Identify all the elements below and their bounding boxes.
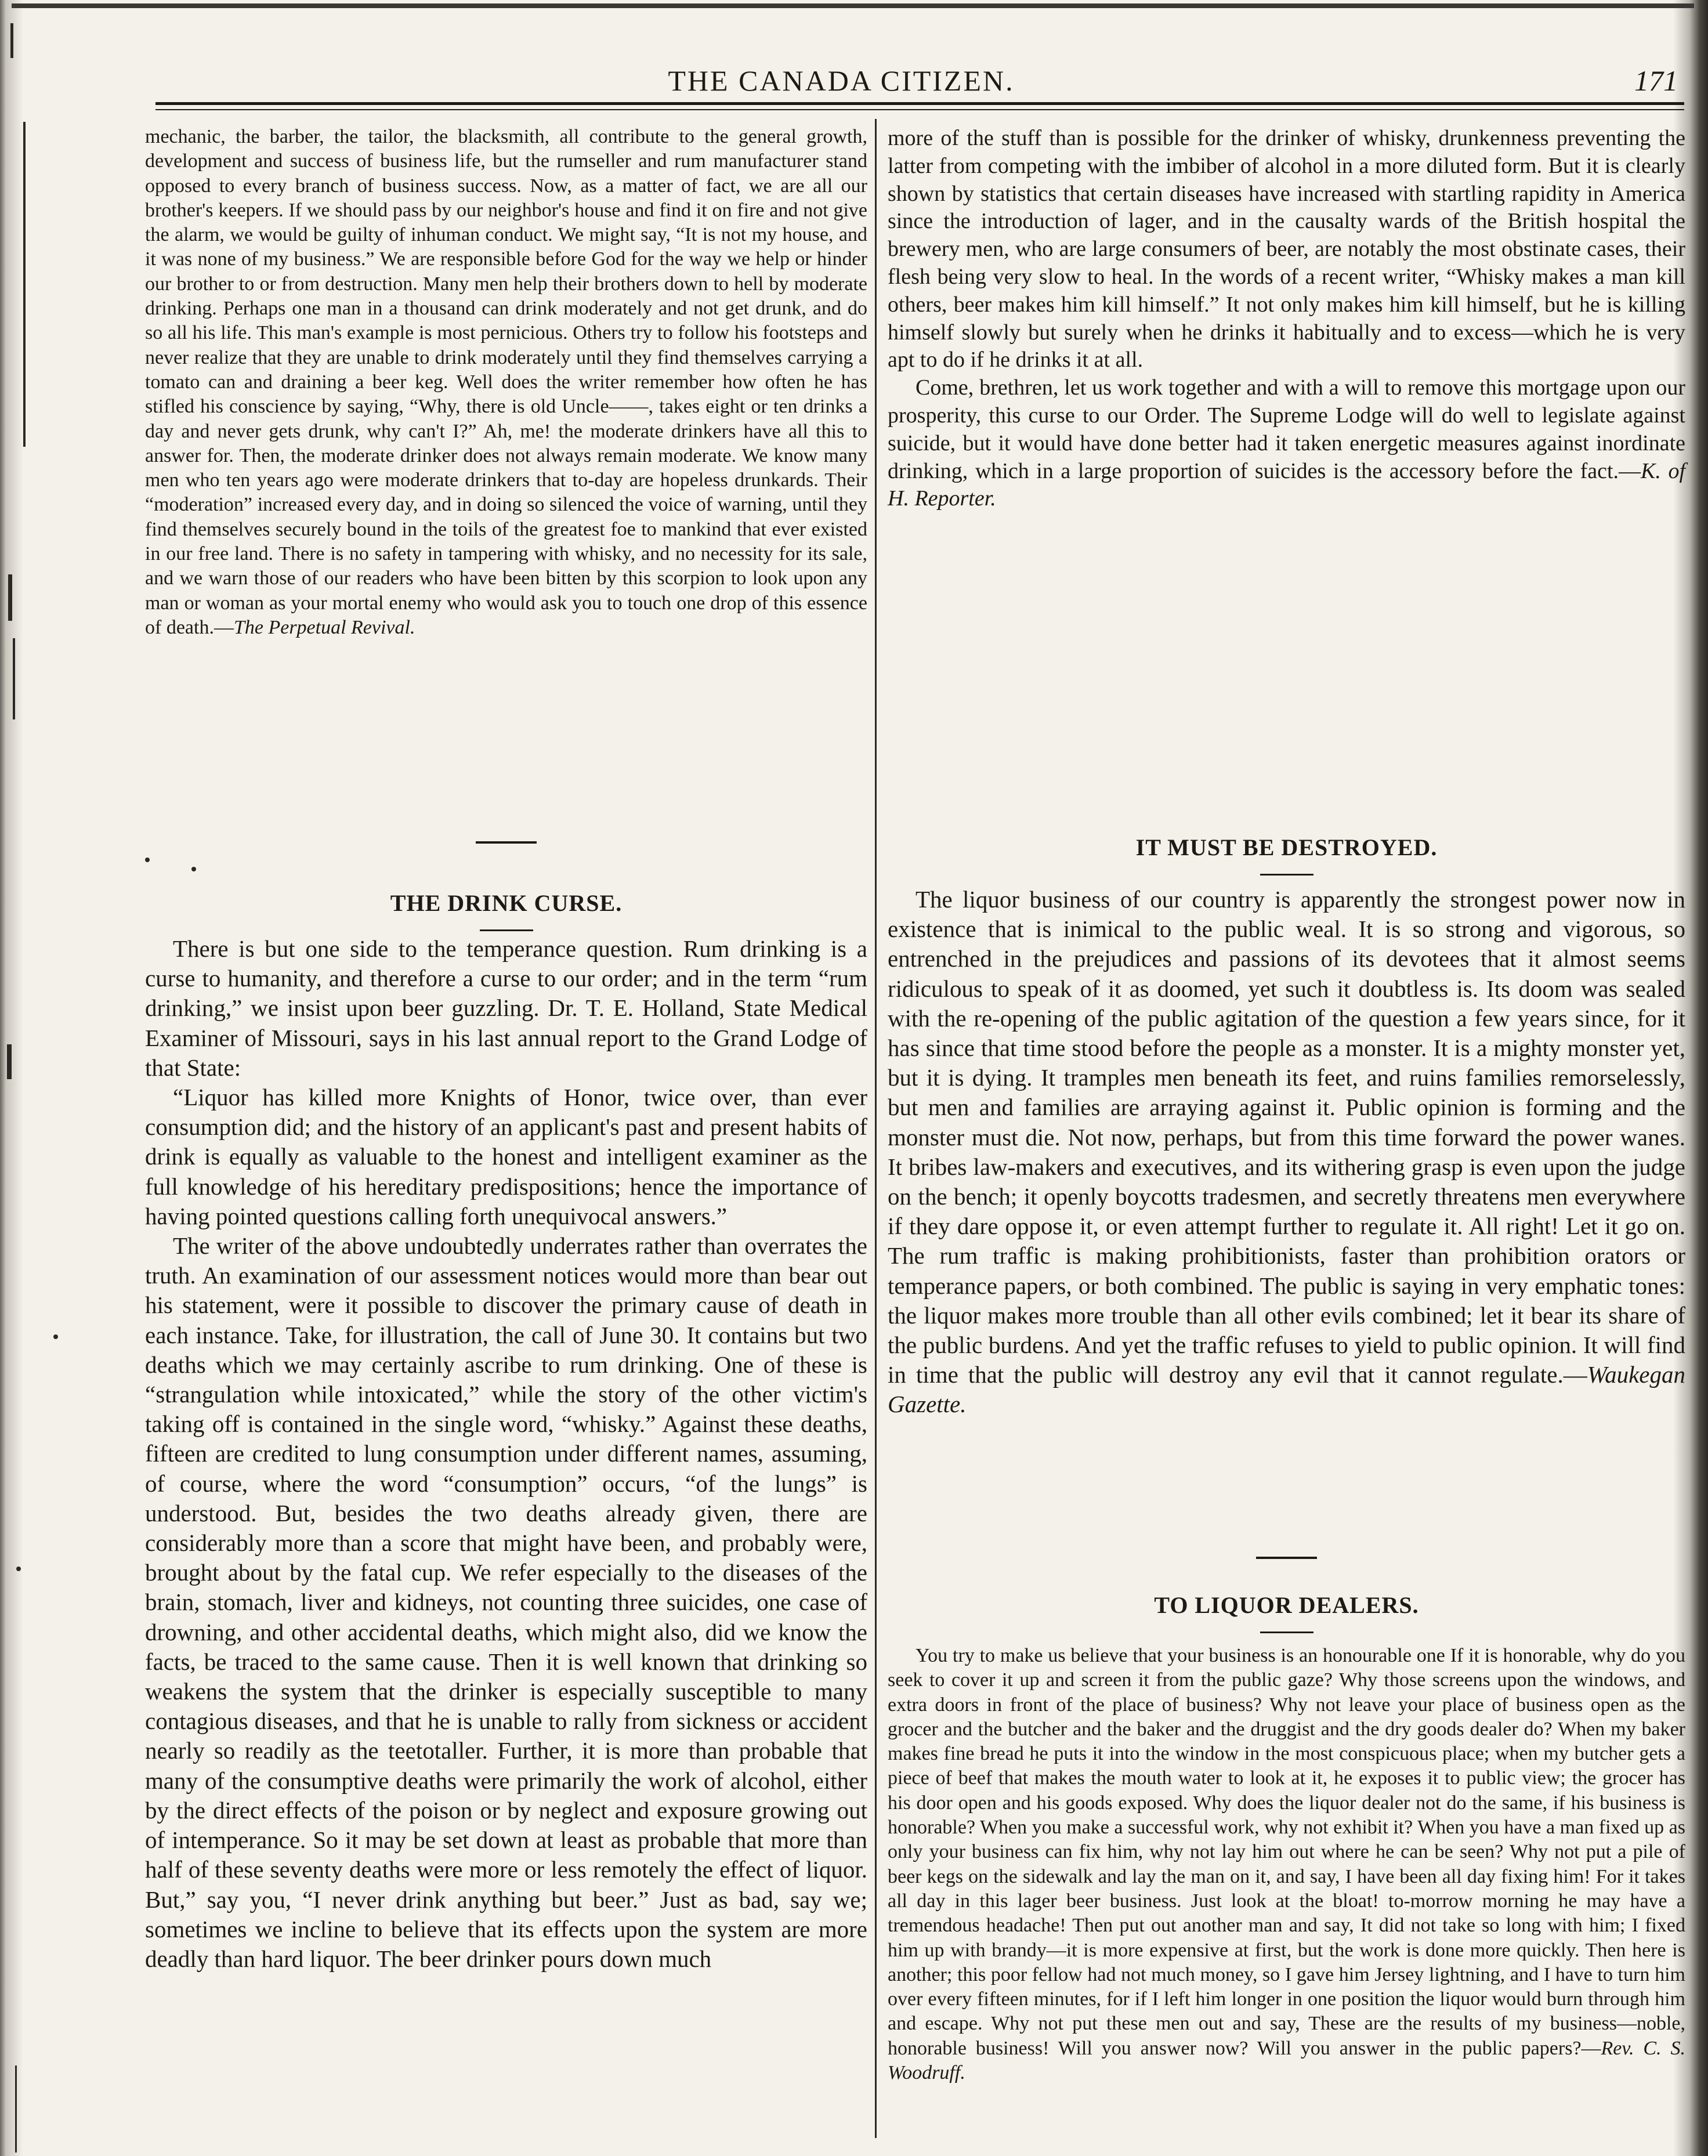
heading-rule — [480, 929, 533, 931]
continuation-text: more of the stuff than is possible for the drinker of whisky, drunkenness preventing the latter from competing with the imbiber of alcohol in a more diluted form. But it is clearly shown by statistics that certain diseases have increased with startling rapidity in America since the introduction of lager, and in the causalty wards of the British hospital the brewery men, who are large consumers of beer, are notably the most obstinate cases, their flesh being very slow to heal. In the words of a recent writer, “Whisky makes a man kill others, beer makes him kill himself.” It not only makes him kill himself, but he is killing himself slowly but surely when he drinks it habitually and to excess—which he is very apt to do if he drinks it at all. — [888, 126, 1685, 372]
closing-source: K. of H. Reporter. — [888, 458, 1685, 511]
article-paragraph — [888, 885, 1685, 1420]
scan-mark — [8, 574, 12, 621]
scan-mark — [10, 23, 13, 58]
masthead — [151, 64, 1694, 104]
article-must-be-destroyed-body — [888, 885, 1685, 1420]
scan-speck — [53, 1334, 58, 1339]
scan-speck — [16, 1567, 21, 1571]
article-heading: THE DRINK CURSE. — [390, 890, 623, 916]
continued-article — [145, 125, 867, 640]
article-paragraph: There is but one side to the temperance question. Rum drinking is a curse to humanity, and therefore a curse to our order; and in the term “rum drinking,” we insist upon beer guzzling. Dr. T. E. Holland, State Medical Examiner of Missouri, says in his last annual report to the Grand Lodge of that State: — [145, 935, 867, 1081]
scan-mark — [15, 2065, 17, 2153]
article-heading: TO LIQUOR DEALERS. — [1154, 1592, 1419, 1618]
column-divider — [875, 119, 877, 2138]
scan-mark — [7, 1044, 12, 1079]
article-paragraph: The writer of the above undoubtedly underrates rather than overrates the truth. An examination of our assessment notices would more than bear out his statement, were it possible to discover the primary cause of death in each instance. Take, for illustration, the call of June 30. It contains but two deaths which we may certainly ascribe to rum drinking. One of these is “strangulation while intoxicated,” while the story of the other victim's taking off is contained in the single word, “whisky.” Against these deaths, fifteen are credited to lung consumption under different names, assuming, of course, where the word “consumption” occurs, “of the lungs” is understood. But, besides the two deaths already given, there are considerably more than a score that might have been, and probably were, brought about by the fatal cup. We refer especially to the diseases of the brain, stomach, liver and kidneys, not counting three suicides, one case of drowning, and other accidental deaths, which might also, did we know the facts, be traced to the same cause. Then it is well known that drinking so weakens the system that the drinker is especially susceptible to many contagious diseases, and that he is unable to rally from sickness or accident nearly so readily as the teetotaller. Further, it is more than probable that many of the consumptive deaths were primarily the work of alcohol, either by the direct effects of the poison or by neglect and exposure growing out of intemperance. So it may be set down at least as probable that more than half of these seventy deaths were more or less remotely the effect of liquor. But,” say you, “I never drink anything but beer.” Just as bad, say we; sometimes we incline to believe that its effects upon the system are more deadly than hard liquor. The beer drinker pours down much — [145, 1232, 867, 1972]
scan-speck — [191, 867, 196, 871]
article-to-liquor-dealers — [888, 1591, 1685, 1633]
article-source: Rev. C. S. Woodruff. — [888, 2037, 1685, 2084]
article-heading: IT MUST BE DESTROYED. — [1135, 834, 1438, 860]
article-paragraph — [888, 1644, 1685, 2085]
continued-drink-curse — [888, 125, 1685, 513]
closing-paragraph — [888, 374, 1685, 513]
scan-mark — [13, 638, 15, 719]
article-text: The liquor business of our country is apparently the strongest power now in existence that is inimical to the public weal. It is so strong and vigorous, so entrenched in the prejudices and passions of its devotees that it almost seems ridiculous to speak of it as doomed, yet such it doubtless is. Its doom was sealed with the re-opening of the public agitation of the question a few years since, for it has since that time stood before the people as a monster. It is a mighty monster yet, but it is dying. It tramples men beneath its feet, and ruins families remorselessly, but men and families are arraying against it. Public opinion is forming and the monster must die. Not now, perhaps, but from this time forward the power wanes. It bribes law-makers and executives, and its withering grasp is even upon the judge on the bench; it openly boycotts tradesmen, and secretly threatens men everywhere if they dare oppose it, or even attempt further to regulate it. All right! Let it go on. The rum traffic is making prohibitionists, faster than prohibition orators or temperance papers, or both combined. The public is saying in very emphatic tones: the liquor makes more trouble than all other evils combined; let it bear its share of the public burdens. And yet the traffic refuses to yield to public opinion. It will find in time that the public will destroy any evil that it cannot regulate.— — [888, 886, 1685, 1388]
page-number: 171 — [1634, 64, 1678, 97]
article-must-be-destroyed — [888, 834, 1685, 876]
article-drink-curse-body — [145, 934, 867, 1974]
header-rule-thin — [155, 109, 1684, 110]
article-drink-curse — [145, 889, 867, 931]
scan-top-edge — [12, 3, 1694, 8]
section-divider — [145, 841, 867, 844]
section-divider — [888, 1557, 1685, 1559]
scan-speck — [145, 858, 150, 862]
header-rule — [155, 102, 1684, 105]
scan-mark — [23, 122, 26, 447]
article-source: Waukegan Gazette. — [888, 1361, 1685, 1418]
newspaper-title: THE CANADA CITIZEN. — [668, 64, 1015, 97]
closing-text: Come, brethren, let us work together and with a will to remove this mortgage upon our prosperity, this curse to our Order. The Supreme Lodge will do well to legislate against suicide, but it would have done better had it taken energetic measures against inordinate drinking, which in a large proportion of suicides is the accessory before the fact.— — [888, 375, 1685, 483]
continued-article-body: mechanic, the barber, the tailor, the blacksmith, all contribute to the general growth, development and success of business life, but the rumseller and rum manufacturer stand opposed to every branch of business success. Now, as a matter of fact, we are all our brother's keepers. If we should pass by our neighbor's house and find it on fire and not give the alarm, we would be guilty of inhuman conduct. We might say, “It is not my house, and it was none of my business.” We are responsible before God for the way we help or hinder our brother to or from destruction. Many men help their brothers down to hell by moderate drinking. Perhaps one man in a thousand can drink moderately and not get drunk, and do so all his life. This man's example is most pernicious. Others try to follow his footsteps and never realize that they are unable to drink moderately until they find themselves carrying a tomato can and draining a beer keg. Well does the writer remember how often he has stifled his conscience by saying, “Why, there is old Uncle——, takes eight or ten drinks a day and never gets drunk, why can't I?” Ah, me! the moderate drinkers have all this to answer for. Then, the moderate drinker does not always remain moderate. We know many men who ten years ago were moderate drinkers that to-day are hopeless drunkards. Their “moderation” increased every day, and in doing so silenced the voice of warning, until they find themselves securely bound in the toils of the greatest foe to mankind that ever existed in our free land. There is no safety in tampering with whisky, and no necessity for its sale, and we warn those of our readers who have been bitten by this scorpion to look upon any man or woman as your mortal enemy who would ask you to touch one drop of this essence of death.— — [145, 126, 867, 638]
article-quotation: “Liquor has killed more Knights of Honor, twice over, than ever consumption did; and the history of an applicant's past and present habits of drink is equally as valuable to the honest and intelligent examiner as the full knowledge of his hereditary predispositions; hence the importance of having pointed questions calling forth unequivocal answers.” — [145, 1084, 867, 1229]
section-divider-rule — [1256, 1557, 1317, 1559]
article-to-liquor-dealers-body — [888, 1644, 1685, 2085]
heading-rule — [1260, 874, 1313, 876]
heading-rule — [1260, 1632, 1313, 1633]
article-text: You try to make us believe that your business is an honourable one If it is honorable, why do you seek to cover it up and screen it from the public gaze? Why those screens upon the windows, and extra doors in front of the place of business? Why not leave your place of business open as the grocer and the butcher and the baker and the druggist and the dry goods dealer do? When my baker makes fine bread he puts it into the window in the most conspicuous place; when my butcher gets a piece of beef that makes the mouth water to look at it, he exposes it to public view; the grocer has his door open and his goods exposed. Why does the liquor dealer not do the same, if his business is honorable? When you make a successful work, why not exhibit it? When you have a man fixed up as only your business can fix him, why not lay him out where he can be seen? Why not put a pile of beer kegs on the sidewalk and lay the man on it, and say, I have been all day fixing him! For it takes all day in this lager beer business. Just look at the bloat! to-morrow morning he may have a tremendous headache! Then put out another man and say, It did not take so long with him; I fixed him up with brandy—it is more expensive at first, but the work is done more quickly. Then here is another; this poor fellow had not much money, so I gave him Jersey lightning, and I have to turn him over every fifteen minutes, for if I left him longer in one position the liquor would burn through him and escape. Why not put these men out and say, These are the results of my business—noble, honorable business! Will you answer now? Will you answer in the public papers?— — [888, 1645, 1685, 2059]
continued-article-source: The Perpetual Revival. — [233, 616, 415, 638]
section-divider-rule — [476, 841, 537, 844]
continued-article-text — [145, 125, 867, 640]
